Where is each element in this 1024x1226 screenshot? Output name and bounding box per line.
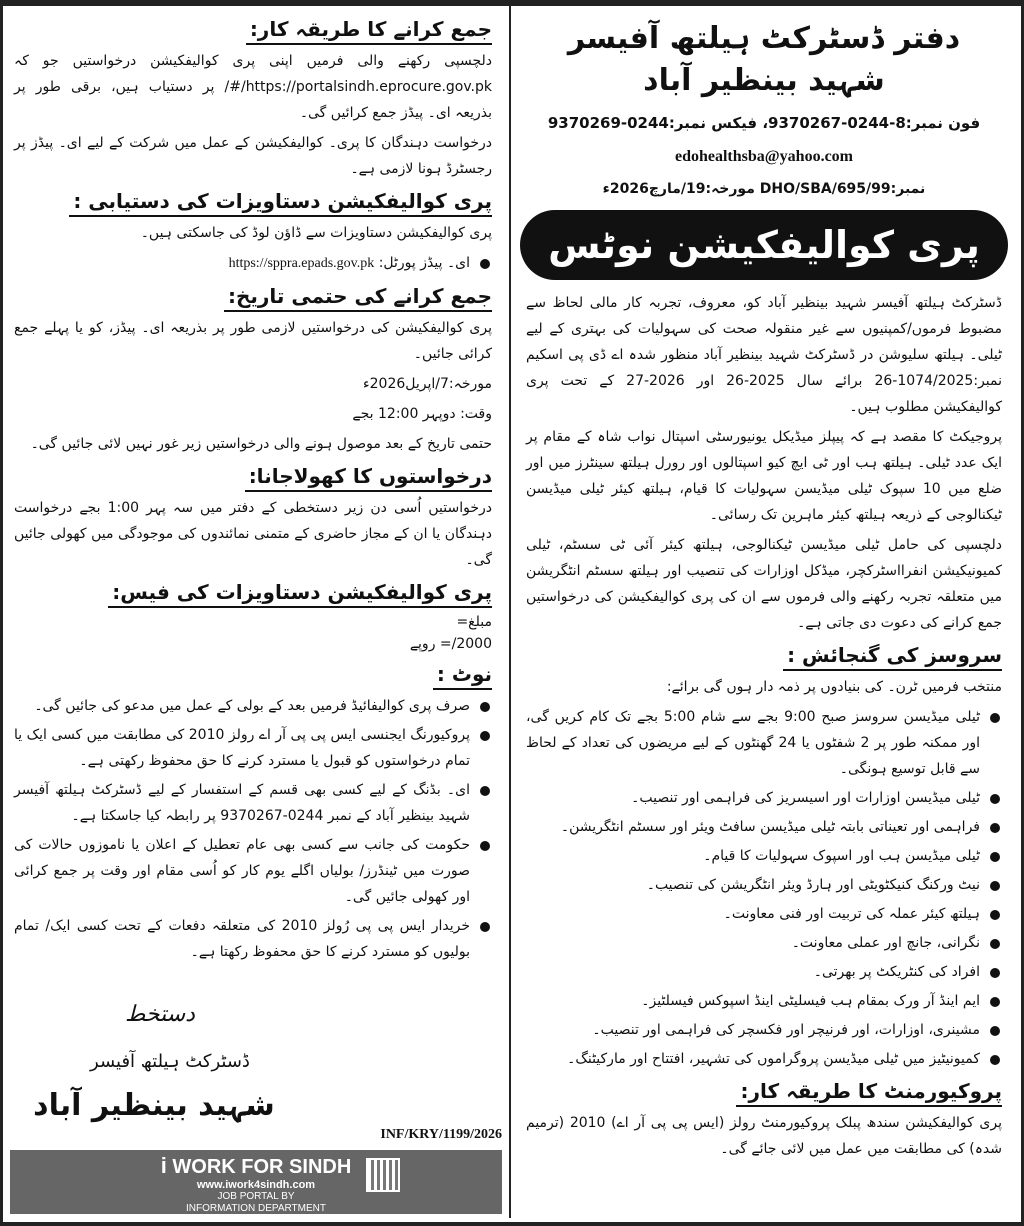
intro-paragraph: ڈسٹرکٹ ہیلتھ آفیسر شہید بینظیر آباد کو، معروف، تجربہ کار مالی لحاظ سے مضبوط فرموں/کمپنیوں سے غیر منقولہ صحت کی سہولیات کی بہتری کے لیے ٹیلی۔ ہیلتھ سلیوشن در ڈسٹرکٹ شہید بینظیر آباد منظور شدہ اے ڈی پی اسکیم نمبر:1074/2025-26 برائے سال 2025-26 اور 2026-27 کے تحت پری کوالیفکیشن مطلوب ہیں۔ bbox=[526, 295, 1002, 415]
list-item bbox=[526, 814, 980, 840]
list-item-text: ٹیلی میڈیسن ہب اور اسپوک سہولیات کا قیام۔ bbox=[703, 848, 980, 864]
list-item-text: ای۔ بڈنگ کے لیے کسی بھی قسم کے استفسار کے لیے ڈسٹرکٹ ہیلتھ آفیسر شہید بینظیر آباد کے نمبر 0244-9370267 پر رابطہ کیا جاسکتا ہے۔ bbox=[14, 782, 470, 824]
list-item-text: ایم اینڈ آر ورک بمقام ہب فیسلیٹی اینڈ اسپوکس فیسلٹیز۔ bbox=[641, 993, 980, 1009]
bullet-icon bbox=[990, 1055, 1000, 1065]
bullet-icon bbox=[990, 997, 1000, 1007]
invitation-paragraph: دلچسپی کی حامل ٹیلی میڈیسن ٹیکنالوجی، ہیلتھ کیئر آئی ٹی سسٹم، ٹیلی کمیونیکیشن انفرااسٹرکچر، میڈکل اوزارات کی تنصیب اور ہیلتھ سسٹم انٹگریشن میں متعلقہ تجربہ رکھنے والی فرموں سے ان کی پری کوالیفکیشن کی درخواستیں جمع کرانے کی دعوت دی جاتی ہے۔ bbox=[526, 537, 1002, 631]
bullet-icon bbox=[990, 1026, 1000, 1036]
portal-item bbox=[14, 250, 492, 277]
list-item-text: فراہمی اور تعیناتی بابتہ ٹیلی میڈیسن سافٹ ویئر اور سسٹم انٹگریشن۔ bbox=[560, 819, 980, 835]
list-item bbox=[526, 901, 980, 927]
deadline-date: مورخہ:7/اپریل2026ء bbox=[363, 376, 492, 392]
fee-label: مبلغ= bbox=[456, 614, 492, 630]
left-column bbox=[14, 10, 492, 969]
list-item-text: مشینری، اوزارات، اور فرنیچر اور فکسچر کی فراہمی اور تنصیب۔ bbox=[592, 1022, 980, 1038]
column-divider bbox=[509, 6, 511, 1218]
deadline-heading: جمع کرانے کی حتمی تاریخ: bbox=[14, 281, 492, 311]
bullet-icon bbox=[990, 910, 1000, 920]
list-item bbox=[526, 785, 980, 811]
list-item bbox=[14, 693, 470, 719]
notice-title: پری کوالیفکیشن نوٹس bbox=[520, 210, 1008, 280]
reference-number: نمبر:DHO/SBA/695/99 مورخہ:19/مارچ2026ء bbox=[602, 181, 926, 197]
list-item bbox=[526, 930, 980, 956]
submission-heading: جمع کرانے کا طریقہ کار: bbox=[14, 14, 492, 44]
bullet-icon bbox=[480, 841, 490, 851]
list-item-text: صرف پری کوالیفائیڈ فرمیں بعد کے بولی کے عمل میں مدعو کی جائیں گی۔ bbox=[34, 698, 470, 714]
signature: دستخط bbox=[125, 1002, 195, 1027]
list-item bbox=[14, 832, 470, 910]
list-item-text: پروکیورنگ ایجنسی ایس پی پی آر اے رولز 2010 کی مطابقت میں کسی ایک یا تمام درخواستوں کو قبول یا مسترد کرنے کا حق محفوظ رکھتی ہے۔ bbox=[14, 727, 470, 769]
bullet-icon bbox=[990, 794, 1000, 804]
list-item-text: افراد کی کنٹریکٹ پر بھرتی۔ bbox=[813, 964, 980, 980]
right-column bbox=[526, 18, 1002, 1166]
notes-list bbox=[14, 693, 492, 965]
banner-title-text: WORK FOR SINDH bbox=[172, 1156, 352, 1178]
deadline-text: پری کوالیفکیشن کی درخواستیں لازمی طور پر بذریعہ ای۔ پیڈز، کو یا پہلے جمع کرائی جائیں۔ bbox=[14, 320, 492, 362]
availability-heading: پری کوالیفکیشن دستاویزات کی دستیابی : bbox=[14, 186, 492, 216]
banner-title bbox=[10, 1150, 502, 1179]
fee-heading: پری کوالیفکیشن دستاویزات کی فیس: bbox=[14, 577, 492, 607]
bullet-icon bbox=[990, 881, 1000, 891]
availability-text: پری کوالیفکیشن دستاویزات سے ڈاؤن لوڈ کی جاسکتی ہیں۔ bbox=[140, 225, 492, 241]
list-item-text: خریدار ایس پی پی رُولز 2010 کی متعلقہ دفعات کے تحت کسی ایک/ تمام بولیوں کو مسترد کرنے کا حق محفوظ رکھتا ہے۔ bbox=[14, 918, 470, 960]
list-item-text: حکومت کی جانب سے کسی بھی عام تعطیل کے اعلان یا ناموزوں حالات کی صورت میں ٹینڈرز/ بولیاں اگلے یوم کار کو اُسی مقام اور وقت پر جمع کرائی اور کھولی جائیں گی۔ bbox=[14, 837, 470, 905]
designation: ڈسٹرکٹ ہیلتھ آفیسر bbox=[90, 1051, 250, 1072]
list-item-text: ہیلتھ کیئر عملہ کی تربیت اور فنی معاونت۔ bbox=[723, 906, 980, 922]
bullet-icon bbox=[990, 823, 1000, 833]
signatory-city: شہید بینظیر آباد bbox=[33, 1088, 275, 1123]
banner-line2: INFORMATION DEPARTMENT bbox=[186, 1203, 326, 1214]
list-item bbox=[14, 913, 470, 965]
list-item bbox=[526, 704, 980, 782]
bullet-icon bbox=[480, 702, 490, 712]
list-item bbox=[14, 722, 470, 774]
list-item-text: کمیونیٹیز میں ٹیلی میڈیسن پروگراموں کی تشہیر، افتتاح اور مارکیٹنگ۔ bbox=[567, 1051, 980, 1067]
list-item-text: ٹیلی میڈیسن سروسز صبح 9:00 بجے سے شام 5:00 بجے تک کام کریں گی، اور ممکنہ طور پر 2 شفٹوں یا 24 گھنٹوں کے لیے مریضوں کی تعداد کے لحاظ سے قابل توسیع ہونگی۔ bbox=[526, 709, 980, 777]
submission-text: دلچسپی رکھنے والی فرمیں اپنی پری کوالیفکیشن درخواستیں جو کہ https://portalsindh.eprocure.gov.pk/#/ پر دستیاب ہیں، برقی طور پر بذریعہ ای۔ پیڈز جمع کرائیں گی۔ bbox=[14, 53, 492, 121]
fee-amount bbox=[14, 611, 492, 655]
bullet-icon bbox=[480, 786, 490, 796]
bullet-icon bbox=[990, 939, 1000, 949]
office-title bbox=[526, 18, 1002, 102]
note-heading: نوٹ : bbox=[14, 659, 492, 689]
procurement-heading: پروکیورمنٹ کا طریقہ کار: bbox=[526, 1076, 1002, 1106]
list-item-text: نیٹ ورکنگ کنیکٹویٹی اور ہارڈ ویئر انٹگریشن کی تنصیب۔ bbox=[646, 877, 980, 893]
banner-logo-icon: i bbox=[160, 1153, 167, 1178]
office-name: دفتر ڈسٹرکٹ ہیلتھ آفیسر bbox=[567, 21, 961, 56]
banner-url[interactable]: www.iwork4sindh.com bbox=[196, 1179, 316, 1191]
bullet-icon bbox=[480, 922, 490, 932]
deadline-time: وقت: دوپہر 12:00 بجے bbox=[352, 406, 492, 422]
list-item bbox=[526, 843, 980, 869]
contact-email: edohealthsba@yahoo.com bbox=[674, 148, 853, 165]
list-item bbox=[14, 777, 470, 829]
list-item bbox=[526, 1017, 980, 1043]
opening-text: درخواستیں اُسی دن زیر دستخطی کے دفتر میں سہ پہر 1:00 بجے درخواست دہندگان یا ان کے مجاز حاضری کے متمنی نمائندوں کی موجودگی میں کھولی جائیں گی۔ bbox=[14, 500, 492, 568]
contact-phone: فون نمبر:8-0244-9370267، فیکس نمبر:0244-9370269 bbox=[547, 114, 981, 132]
list-item bbox=[526, 988, 980, 1014]
deadline-note: حتمی تاریخ کے بعد موصول ہونے والی درخواستیں زیر غور نہیں لائی جائیں گی۔ bbox=[30, 436, 492, 452]
qr-code-icon bbox=[366, 1158, 400, 1192]
list-item bbox=[526, 872, 980, 898]
list-item bbox=[526, 959, 980, 985]
fee-value: 2000/= روپے bbox=[409, 636, 492, 652]
opening-heading: درخواستوں کا کھولاجانا: bbox=[14, 461, 492, 491]
services-heading: سروسز کی گنجائش : bbox=[526, 640, 1002, 670]
banner-line1: JOB PORTAL BY bbox=[217, 1191, 295, 1202]
services-list bbox=[526, 704, 1002, 1072]
office-city: شہید بینظیر آباد bbox=[643, 63, 885, 98]
bullet-icon bbox=[480, 731, 490, 741]
bullet-icon bbox=[480, 259, 490, 269]
list-item-text: نگرانی، جانچ اور عملی معاونت۔ bbox=[791, 935, 980, 951]
portal-label: ای۔ پیڈز پورٹل: bbox=[378, 255, 470, 271]
services-intro: منتخب فرمیں ٹرن۔ کی بنیادوں پر ذمہ دار ہوں گی برائے: bbox=[666, 679, 1002, 695]
project-paragraph: پروجیکٹ کا مقصد ہے کہ پیپلز میڈیکل یونیورسٹی اسپتال نواب شاہ کے مقام پر ایک عدد ٹیلی۔ ہیلتھ ہب اور ٹی ایچ کیو اسپتالوں اور رورل ہیلتھ سینٹرز میں اور ضلع میں 10 سپوک ٹیلی میڈیسن سہولیات کا قیام، ہیلتھ کیئر ٹیلی میڈیسن ٹیکنالوجی کے ذریعہ ہیلتھ کیئر ماہرین تک رسائی۔ bbox=[526, 429, 1002, 523]
bullet-icon bbox=[990, 852, 1000, 862]
inf-number: INF/KRY/1199/2026 bbox=[380, 1127, 502, 1142]
registration-text: درخواست دہندگان کا پری۔ کوالیفکیشن کے عمل میں شرکت کے لیے ای۔ پیڈز پر رجسٹرڈ ہونا لازمی ہے۔ bbox=[14, 135, 492, 177]
iwork-banner bbox=[10, 1150, 502, 1214]
bullet-icon bbox=[990, 713, 1000, 723]
bullet-icon bbox=[990, 968, 1000, 978]
portal-link[interactable]: https://sppra.epads.gov.pk bbox=[228, 256, 375, 271]
procurement-text: پری کوالیفکیشن سندھ پبلک پروکیورمنٹ رولز (ایس پی پی آر اے) 2010 (ترمیم شدہ) کی مطابقت میں عمل میں لائی جائے گی۔ bbox=[526, 1115, 1002, 1157]
list-item-text: ٹیلی میڈیسن اوزارات اور اسیسریز کی فراہمی اور تنصیب۔ bbox=[631, 790, 980, 806]
list-item bbox=[526, 1046, 980, 1072]
